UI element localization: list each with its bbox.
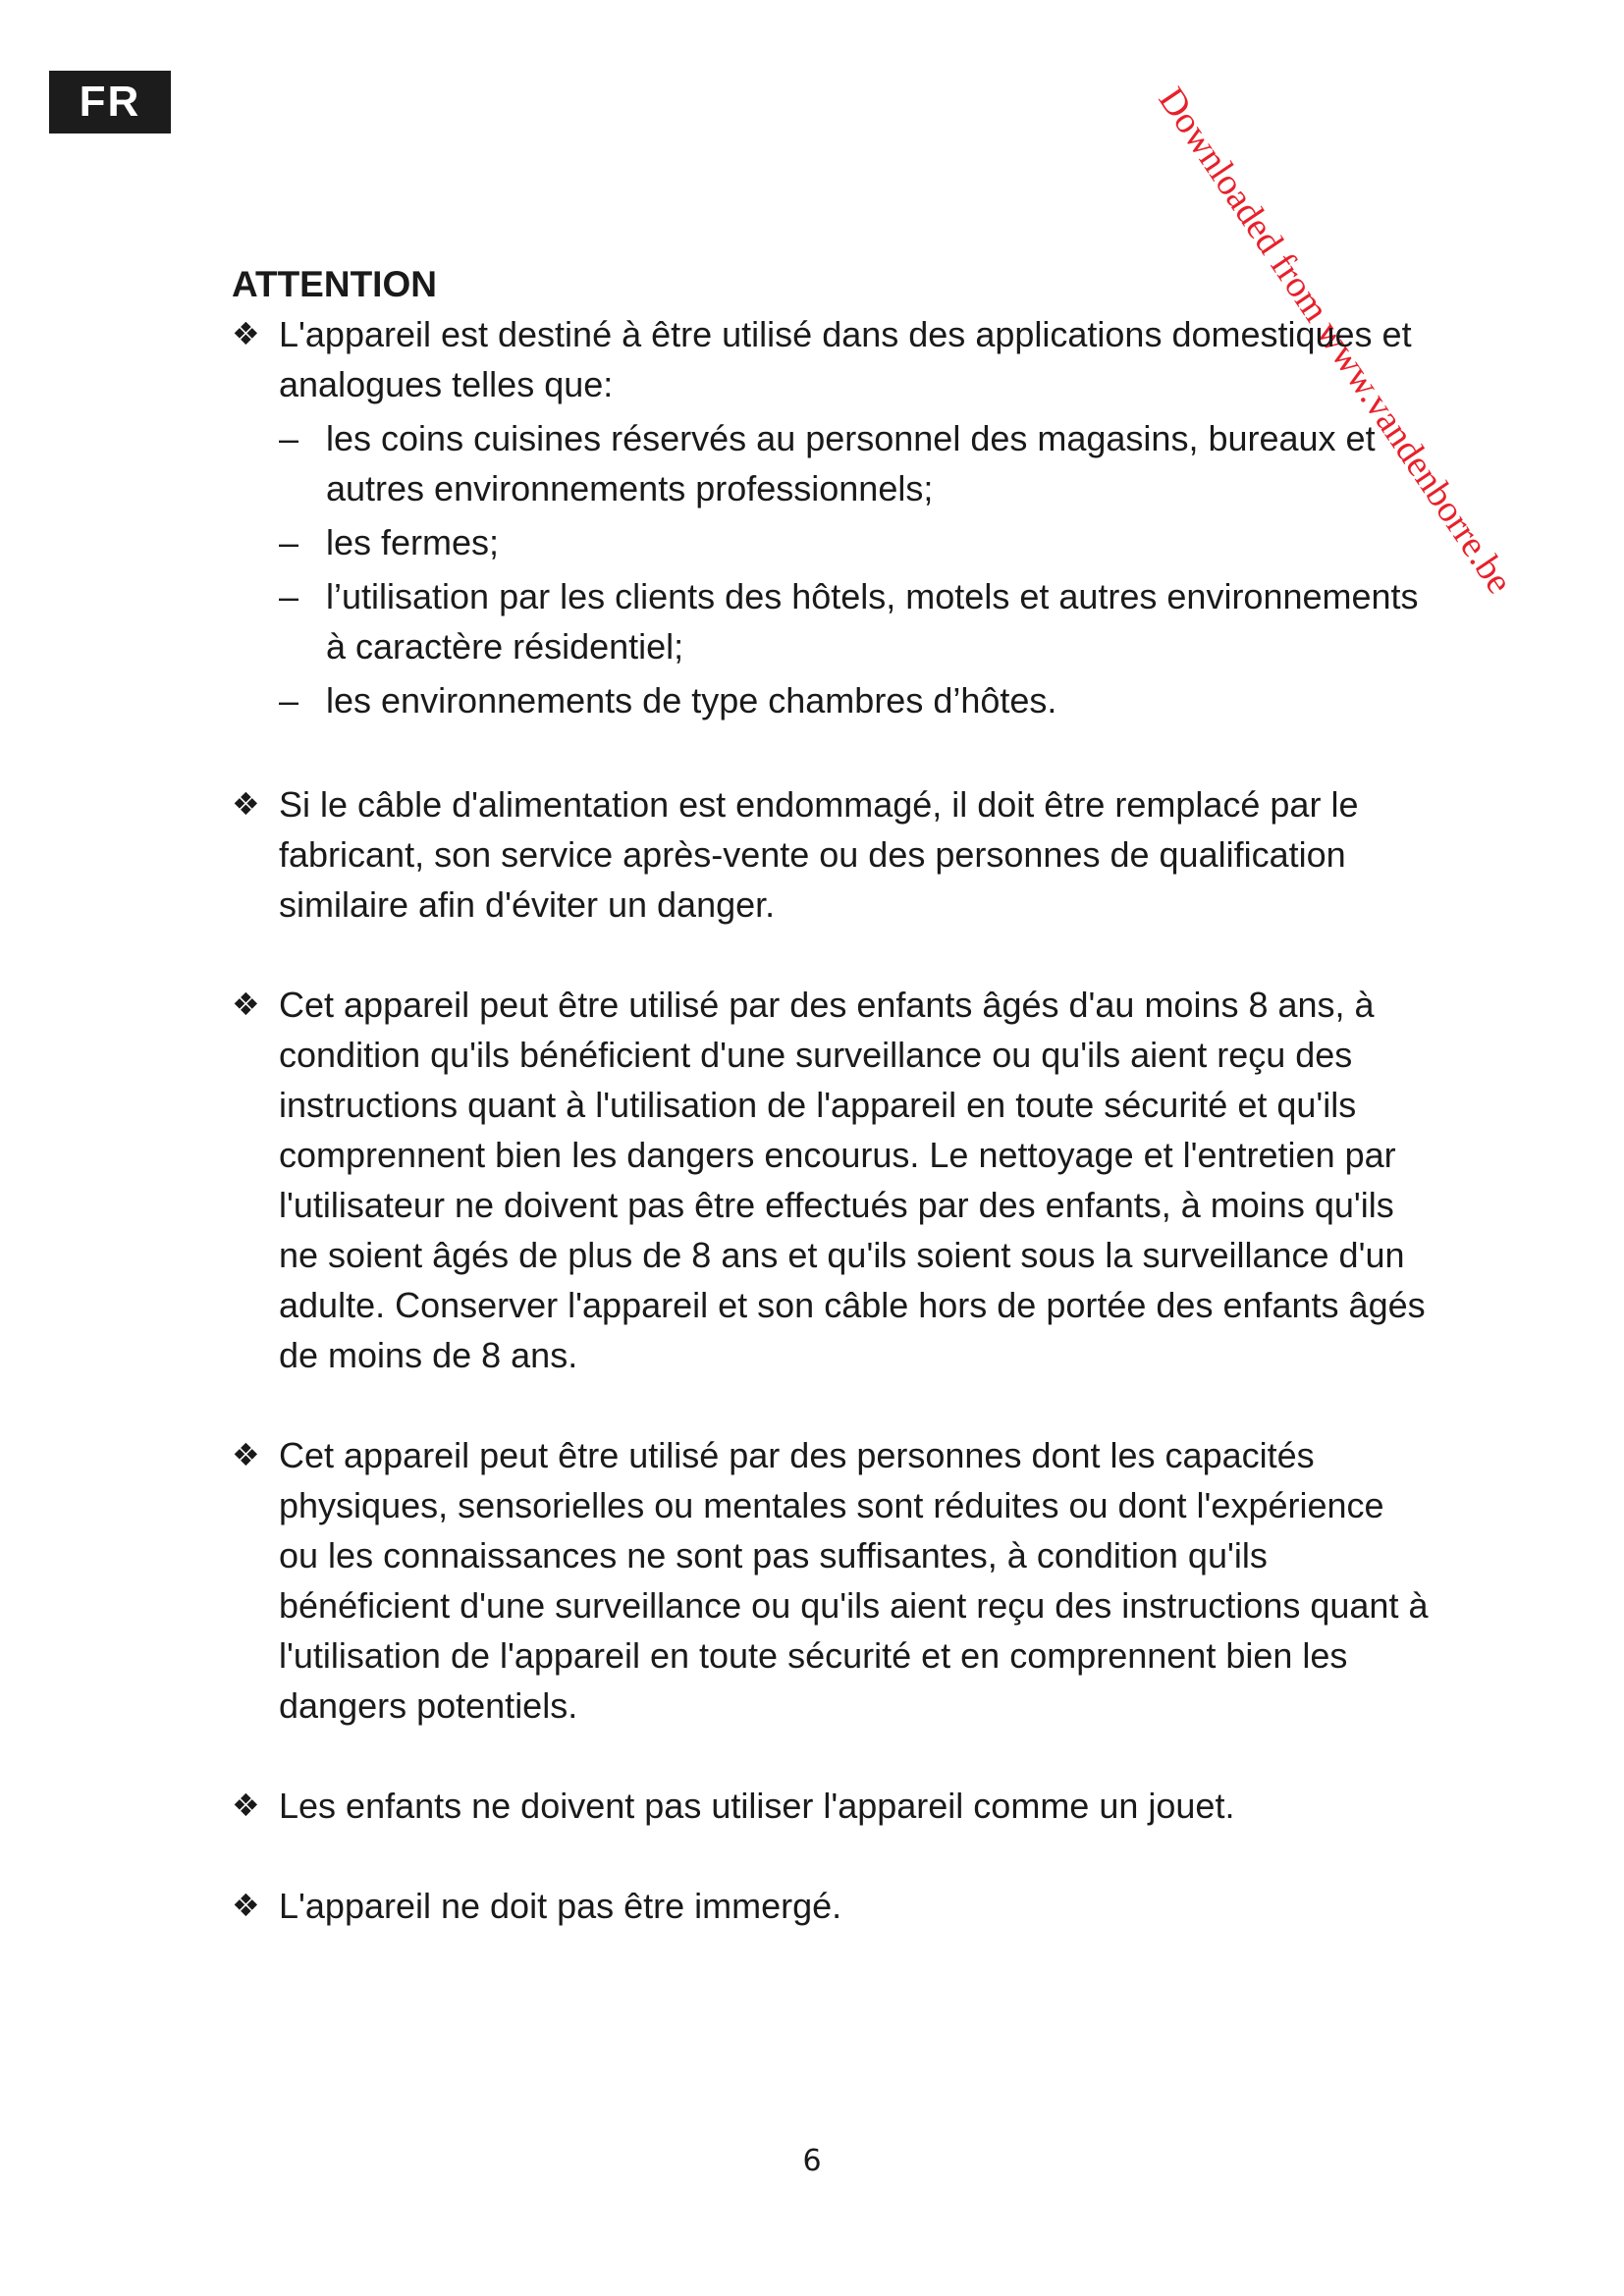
bullet-diamond-icon: ❖ [232,1437,260,1472]
bullet-text: Si le câble d'alimentation est endommagé, il doit être remplacé par le fabricant, son service après-vente ou des personnes de qualification similaire afin d'éviter un danger. [279,784,1359,925]
safety-bullet [232,1881,1430,1931]
page-number: 6 [802,2144,822,2178]
list-item-text: l’utilisation par les clients des hôtels, motels et autres environnements à caractère résidentiel; [326,576,1419,667]
list-item-text: les environnements de type chambres d’hôtes. [326,680,1057,721]
safety-section [232,259,1430,1931]
safety-bullet [232,779,1430,930]
dash-icon: – [279,680,299,721]
safety-bullet [232,1781,1430,1831]
bullet-text: L'appareil est destiné à être utilisé dans des applications domestiques et analogues telles que: [279,314,1412,404]
list-item [232,517,1430,567]
bullet-diamond-icon: ❖ [232,786,260,822]
bullet-text: Les enfants ne doivent pas utiliser l'appareil comme un jouet. [279,1786,1235,1826]
dash-icon: – [279,576,299,616]
language-badge: FR [49,71,171,133]
dash-icon: – [279,418,299,458]
bullet-text: Cet appareil peut être utilisé par des personnes dont les capacités physiques, sensorielles ou mentales sont réduites ou dont l'expérience ou les connaissances ne sont pas suffisantes, à condition qu'ils bénéficient d'une surveillance ou qu'ils aient reçu des instructions quant à l'utilisation de l'appareil en toute sécurité et en comprennent bien les dangers potentiels. [279,1435,1429,1726]
bullet-text: L'appareil ne doit pas être immergé. [279,1886,842,1926]
bullet-diamond-icon: ❖ [232,1888,260,1923]
bullet-diamond-icon: ❖ [232,1788,260,1823]
list-item [232,571,1430,671]
bullet-diamond-icon: ❖ [232,316,260,351]
safety-bullet [232,980,1430,1380]
list-item-text: les coins cuisines réservés au personnel des magasins, bureaux et autres environnements professionnels; [326,418,1376,508]
dash-icon: – [279,522,299,562]
download-watermark: Downloaded from www.vandenborre.be [1150,80,1521,602]
bullet-diamond-icon: ❖ [232,987,260,1022]
usage-list [232,413,1430,725]
section-heading: ATTENTION [232,264,437,304]
safety-bullet [232,309,1430,409]
safety-bullet [232,1430,1430,1731]
list-item [232,675,1430,725]
list-item-text: les fermes; [326,522,500,562]
bullet-text: Cet appareil peut être utilisé par des enfants âgés d'au moins 8 ans, à condition qu'ils bénéficient d'une surveillance ou qu'ils aient reçu des instructions quant à l'utilisation de l'appareil en toute sécurité et qu'ils comprennent bien les dangers encourus. Le nettoyage et l'entretien par l'utilisateur ne doivent pas être effectués par des enfants, à moins qu'ils ne soient âgés de plus de 8 ans et qu'ils soient sous la surveillance d'un adulte. Conserver l'appareil et son câble hors de portée des enfants âgés de moins de 8 ans. [279,985,1426,1375]
list-item [232,413,1430,513]
